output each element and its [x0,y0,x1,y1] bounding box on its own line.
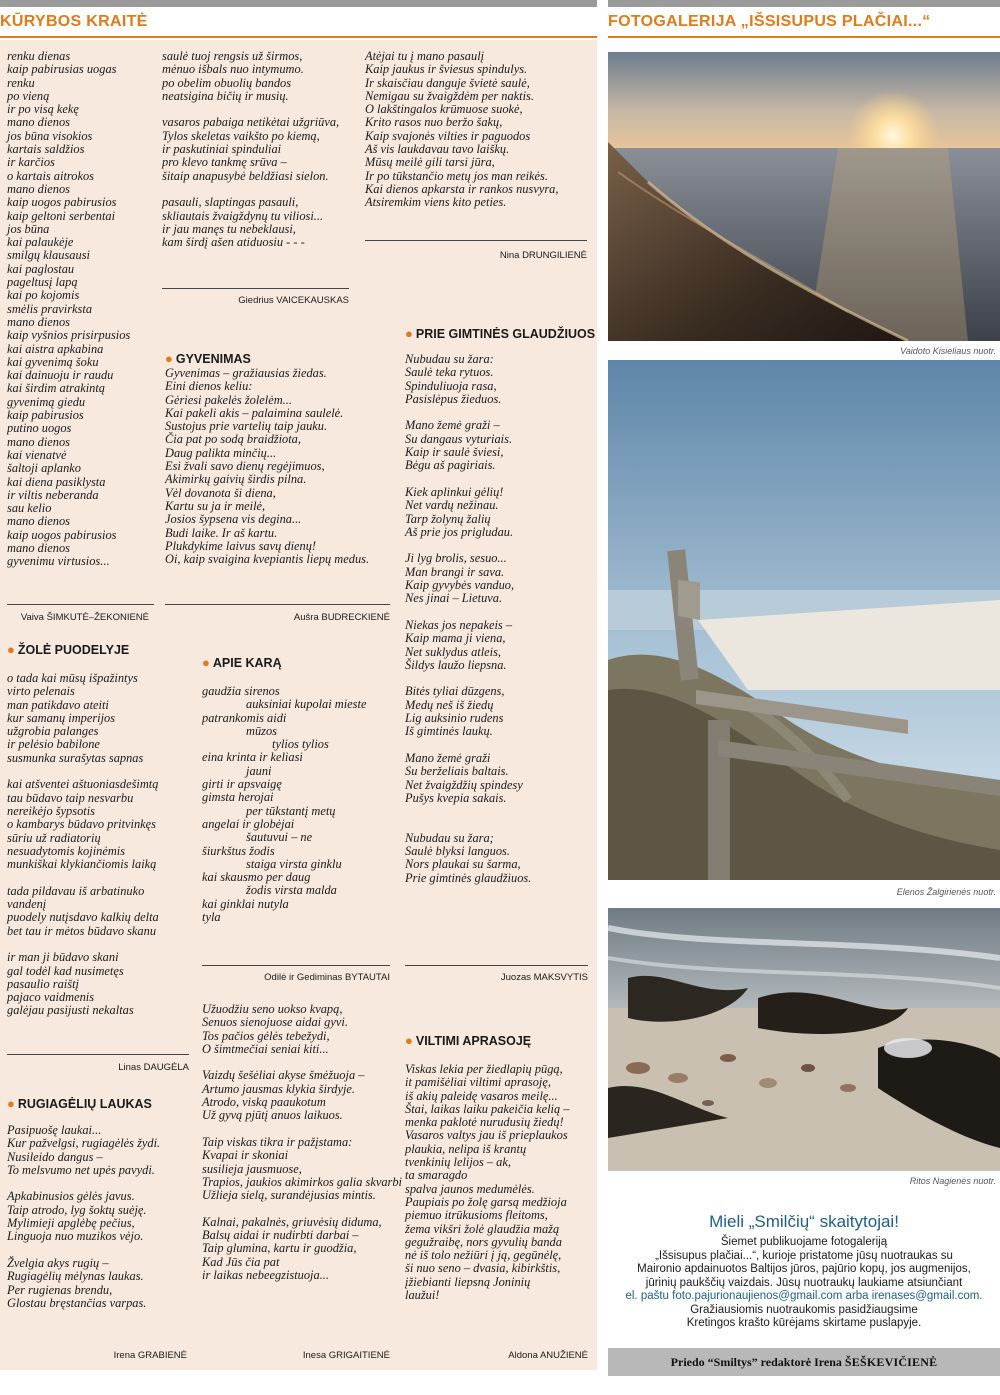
poem-line: Taip atrodo, lyg šoktų suėję. [7,1202,147,1217]
poem-line: Atėjai tu į mano pasaulį [365,49,485,63]
poem-title: ● APIE KARĄ [202,655,282,670]
poem-line [202,1123,390,1136]
poem-prie-gimtines [405,353,585,885]
poem-author: Odilė ir Gediminas BYTAUTAI [264,972,390,983]
poem-line: Vėl dovanota ši diena, [165,485,276,500]
poem-line: ir laikas nebeegzistuoja... [202,1267,329,1282]
signature-rule [202,965,390,966]
poem-line: kartais saldžios [7,142,85,157]
poem-line: vandenį [7,897,47,912]
poem-line: Šildys laužo liepsna. [405,657,507,672]
poem-line: virto pelenais [7,684,75,699]
poem-line [405,739,585,752]
poem-line: jauni [246,763,272,778]
poem-line: gegužraibę, nors gyvulių banda [405,1234,562,1249]
poem-line: O šimtmečiai seniai kiti... [202,1041,329,1056]
poem-author: Juozas MAKSVYTIS [500,972,588,983]
poem-line: kai po kojomis [7,288,80,303]
poem-line: patrankomis aidi [202,710,287,725]
poem-line: Gėriesi pakelės žolelėm... [165,392,292,407]
poem-line: sūriu už radiatorių [7,830,101,845]
poem-line: Iš gimtinės laukų. [405,724,493,739]
poem-line [7,938,187,951]
poem-line: susmunka surašytas sapnas [7,750,144,765]
poem-line: piemuo itrūkusioms fleitoms, [405,1208,548,1223]
poem-line: Nemigau su žvaigždėm per naktis. [365,88,534,103]
poem-line: puodely nutįsdavo kalkių delta [7,910,159,925]
poem-line: Paupiais po žolę garsą medžioja [405,1194,567,1209]
poem-line: kai aistra apkabina [7,341,104,356]
poem-line: ir viltis neberanda [7,487,99,502]
poem-line: bet tau ir mėtos būdavo skanu [7,923,157,938]
poem-line: Oi, kaip svaigina kvepiantis liepų medus. [165,552,370,567]
poem-line: Medų neš iš žiedų [405,697,494,712]
notice-email-line[interactable]: el. paštu foto.pajurionaujienos@gmail.com arba irenases@gmail.com. [625,1290,983,1302]
poem-line: Aš vis laukdavau tavo laiškų. [365,142,510,157]
poem-line: šiurkštus žodis [202,843,275,858]
poem-line: o tada kai mūsų išpažintys [7,671,138,685]
poem-line [202,1056,390,1069]
poem-line: Nubudau su žara: [405,352,494,366]
poem-line [405,473,585,486]
poem-line: o kartais aitrokos [7,168,94,183]
poem-line: Pasipuošę laukai... [7,1123,102,1137]
poem-line: eina krinta ir keliasi [202,750,303,765]
poem-line: Taip viskas tikra ir pažįstama: [202,1134,353,1149]
poem-line: sau kelio [7,501,52,516]
poem-line: Kur pažvelgsi, rugiagėlės žydi. [7,1136,161,1151]
poem-line: mano dienos [7,181,70,196]
poem-line: Net suklydus atleis, [405,644,502,659]
poem-line [7,1244,187,1257]
poem-line: saulė tuoj rengsis už širmos, [162,49,303,63]
poem-line: Saulė teka rytuos. [405,365,494,380]
poem-line: Kaip gyvybės vanduo, [405,578,515,593]
poem-line: Kaip ir saulė šviesi, [405,445,504,460]
section-header-left [0,10,597,38]
poem-line: Ir skaisčiau danguje švietė saulė, [365,75,530,90]
poem-line: angelai ir globėjai [202,816,295,831]
poem-line: Užlieja sielą, surandėjusias mintis. [202,1188,376,1203]
poem-line: Man brangi ir sava. [405,564,505,579]
poem-line [7,1177,187,1190]
poem-line [202,1202,390,1215]
poem-line: Akimirkų gaivių širdis pilna. [165,472,307,487]
poem-author: Vaiva ŠIMKUTĖ–ŽEKONIENĖ [20,612,149,623]
poem-line: Mano žemė graži – [405,418,500,433]
poem-line: nereikėjo šypsotis [7,803,95,818]
photo-dune-fence-image [608,360,1000,880]
poem-apie-kara [202,685,392,924]
poem-line: Atrodo, viską paaukotum [202,1095,326,1110]
poem-line: Glostau bręstančias varpas. [7,1295,147,1310]
poem-line: man patikdavo ateiti [7,697,109,712]
footer-text: Priedo “Smiltys” redaktorė Irena [670,1355,842,1369]
poem-line: nė iš tolo nežiūri į ją, gegūnėlę, [405,1248,562,1263]
poem-line: Bėgu aš pagiriais. [405,458,496,473]
poem-line: ir pelėsio babilone [7,737,100,752]
poem-viltimi-aprasoje [405,1063,588,1302]
poem-saule-tuoj [162,50,354,249]
poem-line: užgrobia palanges [7,724,99,739]
poem-line: skliautais žvaigždynų tu viliosi... [162,208,324,223]
poem-line: Tarp žolynų žalių [405,511,491,526]
poem-line: Kaip mama ji viena, [405,631,506,646]
poem-line: plaukia, nelipa iš krantų [405,1141,527,1156]
poem-line: Mano žemė graži [405,750,491,765]
poem-line: Aš prie jos prigludau. [405,524,514,539]
poem-line: Vaizdų šešėliai akyse šmėžuoja – [202,1068,365,1083]
photo-credit: Ritos Nagienės nuotr. [909,1176,996,1186]
top-bar-left [0,0,597,7]
signature-rule [165,604,390,605]
poem-line: Čia pat po sodą braidžiota, [165,432,301,447]
poem-line: tada pildavau iš arbatinuko [7,883,145,898]
poem-line: per tūkstantį metų [246,803,336,818]
section-header-right [608,10,1000,38]
poem-line: Už gyvą pjūtį anuos laikuos. [202,1108,343,1123]
poem-line: pasauli, slaptingas pasauli, [162,195,299,210]
poem-line: ta smaragdo [405,1168,468,1183]
poem-line: pageltusį lapą [7,275,78,290]
editor-footer [608,1348,1000,1376]
poem-line: kai ginklai nutyla [202,896,289,911]
poem-line: Net vardų nežinau. [405,498,499,513]
poem-line: kaip geltoni serbentai [7,208,116,223]
poem-line: munkiškai klykiančiomis laiką [7,857,157,872]
poem-line: Esi žvali savo dienų regėjimuos, [165,459,325,474]
poem-line: Vasaros valtys jau iš prieplaukos [405,1128,568,1143]
poem-line: žema vikšri žolė glaudžia mažą [405,1221,560,1236]
poem-line: kaip pabirusios [7,408,84,423]
poem-line: kaip vyšnios prisirpusios [7,328,131,343]
poem-line: gal todėl kad nusimetęs [7,963,124,978]
poem-line: Josios šypsena vis degina... [165,512,302,527]
poem-title: ● PRIE GIMTINĖS GLAUDŽIUOS [405,326,596,341]
poem-line: vasaros pabaiga netikėtai užgriūva, [162,115,340,130]
poem-line: Tylos skeletas vaikšto po kiemą, [162,128,320,143]
poem-author: Aldona ANUŽIENĖ [508,1350,588,1361]
poem-line: Kad Jūs čia pat [202,1254,280,1269]
signature-rule [7,604,154,605]
poem-line: Užuodžiu seno uokso kvapą, [202,1002,343,1016]
poem-line: kai diena pasiklysta [7,474,106,489]
poem-line: po obelim obuolių bandos [162,75,292,90]
poem-rugiageliu-laukas [7,1124,187,1310]
poem-line: To melsvumo net upės pavydi. [7,1162,155,1177]
poem-line: Per rugienas brendu, [7,1282,113,1297]
poem-line: Viskas lekia per žiedlapių pūgą, [405,1062,563,1076]
poem-line: Mūsų meilė gili tarsi jūra, [365,155,495,170]
poem-line: kai gyvenimą šoku [7,354,99,369]
poem-line: gyvenimą giedu [7,394,86,409]
photo-seaweed-pebbles-image [608,908,1000,1171]
poem-line: Kai pakeli akis – palaimina saulelė. [165,405,344,420]
poem-line: Apkabinusios gėlės javus. [7,1189,135,1204]
poem-line: Bitės tyliai dūzgens, [405,684,505,699]
top-bar-right [608,0,1000,7]
poem-line: ir man ji būdavo skani [7,950,119,965]
poem-line: renku [7,75,35,90]
poem-line: susilieja jausmuose, [202,1161,302,1176]
poem-line: kai paglostau [7,261,75,276]
poem-line: Taip glumina, kartu ir guodžia, [202,1241,357,1256]
poem-line: kam širdį ašen atiduosiu - - - [162,235,305,250]
notice-line: Kretingos krašto kūrėjams skirtame puslapyje. [686,1317,922,1329]
signature-rule [162,288,349,289]
poem-line: kur samanų imperijos [7,710,116,725]
poem-line: Linguoja nuo muzikos vėjo. [7,1229,144,1244]
poem-line: Pasislėpus žieduos. [405,391,502,406]
poem-author: Aušra BUDRECKIENĖ [293,612,390,623]
poem-line: mano dienos [7,434,70,449]
photo-dune-fence [608,360,1000,880]
poem-line: žodis virsta malda [246,883,337,898]
poem-renku-dienas [7,50,155,569]
poem-line: jos būna visokios [7,128,93,143]
poem-line: Gyvenimas – gražiausias žiedas. [165,366,327,380]
poem-line: tvenkinių lelijos – ak, [405,1155,511,1170]
notice-body [608,1236,1000,1331]
signature-rule [7,1054,189,1055]
poem-line: pro klevo tankmę srūva – [162,155,287,170]
poem-title: ● GYVENIMAS [165,351,251,366]
poem-line: Su dangaus vyturiais. [405,431,513,446]
poem-line: Kaip jaukus ir šviesus spindulys. [365,62,528,77]
poem-line: gimsta herojai [202,790,274,805]
poem-line: pajaco vaidmenis [7,990,95,1005]
poem-line: gaudžia sirenos [202,684,280,698]
poem-line: ir jau manęs tu nebeklausi, [162,221,296,236]
poem-author: Linas DAUGĖLA [118,1062,189,1073]
poem-line: Balsų aidai ir nudirbti darbai – [202,1228,359,1243]
poem-line: Nors plaukai su šarma, [405,857,521,872]
poem-line: laužui! [405,1288,440,1303]
poem-line: iš akių paleidę vasaros meilę... [405,1088,558,1103]
poem-line: Žvelgia akys rugių – [7,1255,109,1270]
section-title-fotogalerija: FOTOGALERIJA „IŠSISUPUS PLAČIAI...“ [608,13,931,30]
photo-sunset-beach-image [608,52,1000,341]
poem-line [162,103,354,116]
poem-line: galėjau pasijusti nekaltas [7,1003,134,1018]
poem-line [405,818,585,831]
poem-line: šaltoji aplanko [7,461,81,476]
poem-line: Trapios, jaukios akimirkos galia skvarbi [202,1174,402,1189]
photo-credit: Elenos Žalgirienės nuotr. [896,887,996,897]
poem-line: girti ir apsvaigę [202,777,282,792]
poem-line: smilgų klausausi [7,248,90,263]
poem-line: tau būdavo taip nesvarbu [7,790,134,805]
poem-line: it pamišėliai viltimi aprasoję, [405,1075,551,1090]
poem-line: Spinduliuoja rasa, [405,378,497,393]
poem-author: Nina DRUNGILIENĖ [499,250,587,261]
poem-line: Eini dienos keliu: [165,379,253,394]
poem-line: ir po visą kekę [7,102,79,117]
poem-line: tyla [202,910,221,925]
poem-line [405,805,585,818]
poem-line: Pušys kvepia sakais. [405,790,507,805]
section-title-kurybos: KŪRYBOS KRAITĖ [0,13,148,30]
poem-uzuodziu [202,1002,402,1282]
poem-line: Kiek aplinkui gėlių! [405,484,504,499]
signature-rule [365,240,587,241]
poem-line: Nes jinai – Lietuva. [405,591,503,606]
poem-line: Kai dienos apkarsta ir rankos nusvyra, [365,181,559,196]
poem-line: Saulė blyksi languos. [405,843,510,858]
poem-line: Krito rasos nuo beržo šakų, [365,115,503,130]
poem-line: kaip uogos pabirusios [7,527,117,542]
notice-line: „Išsisupus plačiai...“, kurioje pristatome jūsų nuotraukas su [655,1249,953,1262]
poem-line: Net žvaigždžių spindesy [405,777,523,792]
poem-line: mėnuo išbals nuo intymumo. [162,62,304,77]
poem-line: Budi laike. Ir aš kartu. [165,525,278,540]
poem-line: Sustojus prie vartelių taip jauku. [165,419,328,434]
poem-line: kaip pabirusias uogas [7,62,117,77]
poem-line: Kaip svajonės vilties ir paguodos [365,128,531,143]
poem-line [405,539,585,552]
poem-gyvenimas [165,367,395,566]
poem-author: Inesa GRIGAITIENĖ [302,1350,390,1361]
poem-line: Senuos sienojuose aidai gyvi. [202,1015,348,1030]
poem-line: Su berželiais baltais. [405,764,509,779]
poem-line: Nusileido dangus – [7,1149,103,1164]
poem-line: kaip uogos pabirusios [7,195,117,210]
poem-line: mano dienos [7,514,70,529]
photo-seaweed-pebbles [608,908,1000,1171]
notice-line: Maironio apdainuotos Baltijos jūros, pajūrio kopų, jos augmenijos, [637,1263,971,1275]
poem-zole-puodelyje [7,672,187,1018]
poem-line: Plukdykime laivus savų dienų! [165,538,317,553]
poem-line: Ji lyg brolis, sesuo... [405,551,507,566]
poem-line: Lig auksinio rudens [405,711,504,726]
poem-line: o kambarys būdavo pritvinkęs [7,817,157,832]
poem-line: Nubudau su žara; [405,830,494,845]
notice-line: Šiemet publikuojame fotogaleriją [720,1236,888,1248]
poem-line: spalva jaunos medumėlės. [405,1181,535,1196]
footer-editor-name: ŠEŠKEVIČIENĖ [844,1355,938,1369]
photo-credit: Vaidoto Kisieliaus nuotr. [900,346,996,356]
poem-line: Mylimieji apglėbę pečius, [7,1216,135,1231]
poem-line: gyvenimu virtusios... [7,554,110,569]
poem-title: ● VILTIMI APRASOJĘ [405,1033,532,1048]
poem-line: menka paklotė nurudusių žiedų! [405,1115,564,1130]
poem-author: Giedrius VAICEKAUSKAS [238,295,349,306]
signature-rule [405,965,588,966]
poem-line: Daug palikta minčių... [165,445,277,460]
poem-line: šautuvui – ne [246,830,313,845]
poem-line: auksiniai kupolai mieste [246,697,367,712]
poem-line: Kartu su ja ir meilė, [165,498,266,513]
poem-line: pasaulio raištį [7,976,79,991]
poem-line: ši nuo seno – dvasia, kibirkštis, [405,1261,561,1276]
notice-line: jūrinių paukščių vaizdais. Jūsų nuotraukų laukiame atsiunčiant [645,1276,963,1289]
poem-line [405,406,585,419]
poem-line: įžiebianti liepsną Joninių [405,1274,531,1289]
poem-line: mūzos [246,723,277,738]
poem-line: ir paskutiniai spinduliai [162,142,282,157]
poem-line: Niekas jos nepakeis – [405,617,513,632]
poem-line: nesuadytomis kojinėmis [7,843,126,858]
poem-title: ● RUGIAGĖLIŲ LAUKAS [7,1096,152,1111]
poem-line: smėlis pravirksta [7,301,93,316]
poem-line: Kalnai, pakalnės, griuvėsių diduma, [202,1214,382,1229]
poem-line: Prie gimtinės glaudžiuos. [405,870,532,885]
poem-line: Rugiagėlių mėlynas laukas. [7,1269,144,1284]
notice-line: Gražiausiomis nuotraukomis pasidžiaugsime [690,1303,918,1316]
poem-line: mano dienos [7,540,70,555]
poem-line: Štai, laikas laiku pakeičia kelią – [405,1101,570,1116]
poem-line: O lakštingalos krūmuose suokė, [365,102,523,117]
poem-line: staiga virsta ginklu [246,856,342,871]
poem-line [7,765,187,778]
poem-line: po vieną [7,88,50,103]
poem-line [162,183,354,196]
poem-line: renku dienas [7,49,71,63]
poem-line: kai atšventei aštuoniasdešimtą [7,777,159,792]
poem-line: šitaip anapusybė beldžiasi sielon. [162,168,329,183]
poem-line: kai dainuoju ir raudu [7,368,114,383]
poem-line: tylios tylios [272,737,329,752]
poem-line: Tos pačios gėlės tebežydi, [202,1028,330,1043]
poem-line: kai širdim atrakintą [7,381,105,396]
poem-line: mano dienos [7,115,70,130]
poem-line: kai palaukėje [7,235,74,250]
poem-line: neatsigina bičių ir musių. [162,88,289,103]
poem-line: putino uogos [7,421,72,436]
notice-title: Mieli „Smilčių“ skaitytojai! [709,1212,899,1231]
poem-author: Irena GRABIENĖ [113,1350,187,1361]
photo-sunset-beach [608,52,1000,341]
poem-line [7,871,187,884]
poem-line: jos būna [7,221,50,236]
poem-line [405,672,585,685]
poem-line: Ir po tūkstančio metų jos man reikės. [365,168,548,183]
poem-title: ● ŽOLĖ PUODELYJE [7,642,130,657]
poem-line: mano dienos [7,314,70,329]
poem-line: Atsiremkim viens kito peties. [365,195,507,210]
poem-line: ir karčios [7,155,55,170]
poem-line [405,606,585,619]
poem-line: Artumo jausmas klykia širdyje. [202,1081,356,1096]
poem-line: kai skausmo per daug [202,870,311,885]
poem-line: Kvapai ir skoniai [202,1148,289,1163]
poem-atejai-tu [365,50,593,210]
poem-line: kai vienatvė [7,447,67,462]
